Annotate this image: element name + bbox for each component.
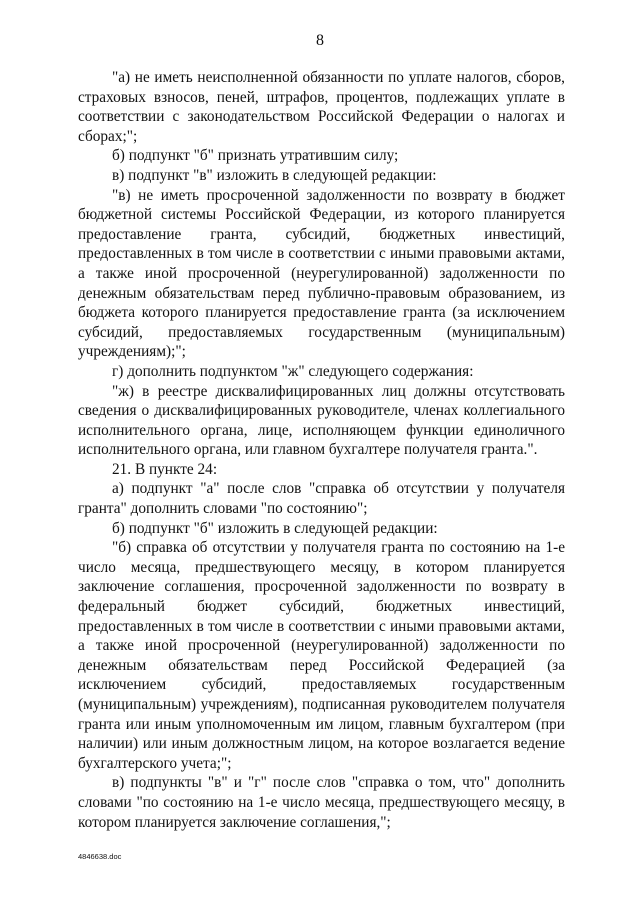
document-body — [78, 68, 565, 832]
paragraph-point-21-v: в) подпункты "в" и "г" после слов "справка о том, что" дополнить словами "по состоянию на 1-е число месяца, предшествующего месяцу, в котором планируется заключение соглашения,"; — [78, 774, 565, 831]
paragraph-point-21-b-intro: б) подпункт "б" изложить в следующей редакции: — [112, 519, 438, 537]
paragraph-subitem-a: "а) не иметь неисполненной обязанности по уплате налогов, сборов, страховых взносов, пеней, штрафов, процентов, подлежащих уплате в соответствии с законодательством Российской Федерации о налогах и сборах;"; — [78, 69, 565, 145]
paragraph-subitem-b-repeal: б) подпункт "б" признать утратившим силу; — [112, 147, 399, 165]
paragraph-subitem-v-text: "в) не иметь просроченной задолженности по возврату в бюджет бюджетной системы Российской Федерации, из которого планируется предоставление гранта, субсидий, бюджетных инвестиций, предоставленных в том числе в соответствии с иными правовыми актами, а также иной просроченной (неурегулированной) задолженности по денежным обязательствам перед публично-правовым образованием, из бюджета которого планируется предоставление гранта (за исключением субсидий, предоставляемых государственным (муниципальным) учреждениям);"; — [78, 186, 565, 361]
paragraph-subitem-zh-text: "ж) в реестре дисквалифицированных лиц должны отсутствовать сведения о дисквалифицированных руководителе, членах коллегиального исполнительного органа, лице, исполняющем функции единоличного исполнительного органа, или главном бухгалтере получателя гранта.". — [78, 382, 565, 459]
page-number: 8 — [316, 32, 324, 49]
paragraph-subitem-g-intro: г) дополнить подпунктом "ж" следующего содержания: — [112, 362, 474, 380]
footer-filename: 4846638.doc — [78, 852, 122, 861]
paragraph-point-21-a: а) подпункт "а" после слов "справка об отсутствии у получателя гранта" дополнить словами "по состоянию"; — [78, 480, 565, 518]
paragraph-point-21: 21. В пункте 24: — [112, 460, 218, 478]
paragraph-point-21-b-text: "б) справка об отсутствии у получателя гранта по состоянию на 1-е число месяца, предшествующего месяцу, в котором планируется заключение соглашения, просроченной задолженности по возврату в федеральный бюджет субсидий, бюджетных инвестиций, предоставленных в том числе в соответствии с иными правовыми актами, а также иной просроченной (неурегулированной) задолженности по денежным обязательствам перед Российской Федерацией (за исключением субсидий, предоставляемых государственным (муниципальным) учреждениям), подписанная руководителем получателя гранта или иным уполномоченным им лицом, главным бухгалтером (при наличии) или иным должностным лицом, на которое возлагается ведение бухгалтерского учета;"; — [78, 539, 565, 772]
paragraph-subitem-v-intro: в) подпункт "в" изложить в следующей редакции: — [112, 166, 437, 184]
